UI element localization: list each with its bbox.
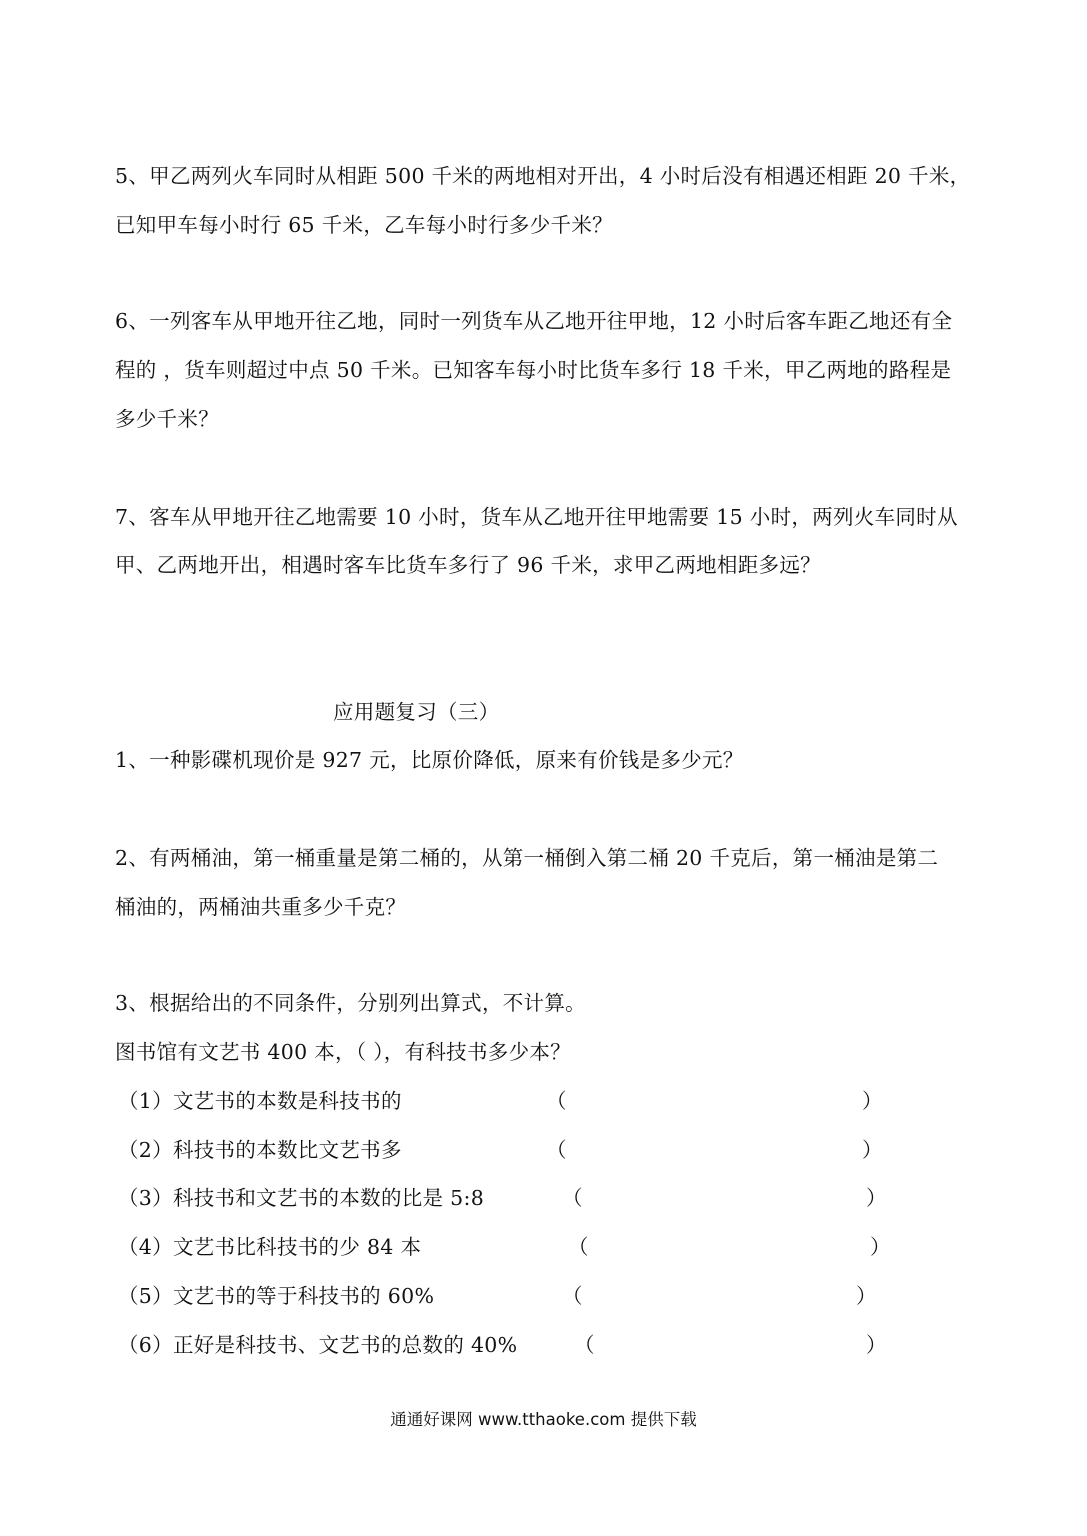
problem-7-line-1: 7、客车从甲地开往乙地需要 10 小时，货车从乙地开往甲地需要 15 小时，两列火车同时从 [115, 505, 958, 529]
condition-text: （1）文艺书的本数是科技书的 [118, 1089, 402, 1113]
question-3-line-1: 3、根据给出的不同条件，分别列出算式，不计算。 [115, 991, 586, 1015]
answer-blank-close: ） [866, 1333, 887, 1357]
answer-blank-open: （ [574, 1333, 595, 1357]
answer-blank-open: （ [562, 1284, 583, 1308]
answer-blank-open: （ [546, 1089, 567, 1113]
answer-blank-close: ） [856, 1284, 877, 1308]
question-3-line-2: 图书馆有文艺书 400 本，（ ），有科技书多少本？ [115, 1040, 571, 1064]
answer-blank-close: ） [866, 1186, 887, 1210]
problem-6-line-1: 6、一列客车从甲地开往乙地，同时一列货车从乙地开往甲地，12 小时后客车距乙地还有全 [115, 309, 953, 333]
condition-text: （2）科技书的本数比文艺书多 [118, 1138, 402, 1162]
condition-text: （6）正好是科技书、文艺书的总数的 40% [118, 1333, 518, 1357]
answer-blank-open: （ [562, 1186, 583, 1210]
answer-blank-close: ） [870, 1235, 891, 1259]
answer-blank-close: ） [862, 1089, 883, 1113]
problem-5-line-2: 已知甲车每小时行 65 千米，乙车每小时行多少千米？ [115, 213, 613, 237]
condition-text: （3）科技书和文艺书的本数的比是 5:8 [118, 1186, 485, 1210]
section-title: 应用题复习（三） [333, 700, 500, 724]
question-1: 1、一种影碟机现价是 927 元，比原价降低，原来有价钱是多少元？ [115, 748, 744, 772]
answer-blank-open: （ [546, 1138, 567, 1162]
problem-6-line-3: 多少千米？ [115, 407, 219, 431]
problem-7-line-2: 甲、乙两地开出，相遇时客车比货车多行了 96 千米，求甲乙两地相距多远？ [115, 553, 821, 577]
problem-5-line-1: 5、甲乙两列火车同时从相距 500 千米的两地相对开出，4 小时后没有相遇还相距 20 千米， [115, 164, 971, 188]
answer-blank-open: （ [568, 1235, 589, 1259]
condition-text: （4）文艺书比科技书的少 84 本 [118, 1235, 422, 1259]
answer-blank-close: ） [862, 1138, 883, 1162]
question-2-line-1: 2、有两桶油，第一桶重量是第二桶的，从第一桶倒入第二桶 20 千克后，第一桶油是第二 [115, 846, 939, 870]
question-2-line-2: 桶油的，两桶油共重多少千克？ [115, 895, 407, 919]
problem-6-line-2: 程的 ，货车则超过中点 50 千米。已知客车每小时比货车多行 18 千米，甲乙两地的路程是 [115, 358, 952, 382]
footer-credit: 通通好课网 www.tthaoke.com 提供下载 [390, 1410, 697, 1429]
condition-text: （5）文艺书的等于科技书的 60% [118, 1284, 435, 1308]
